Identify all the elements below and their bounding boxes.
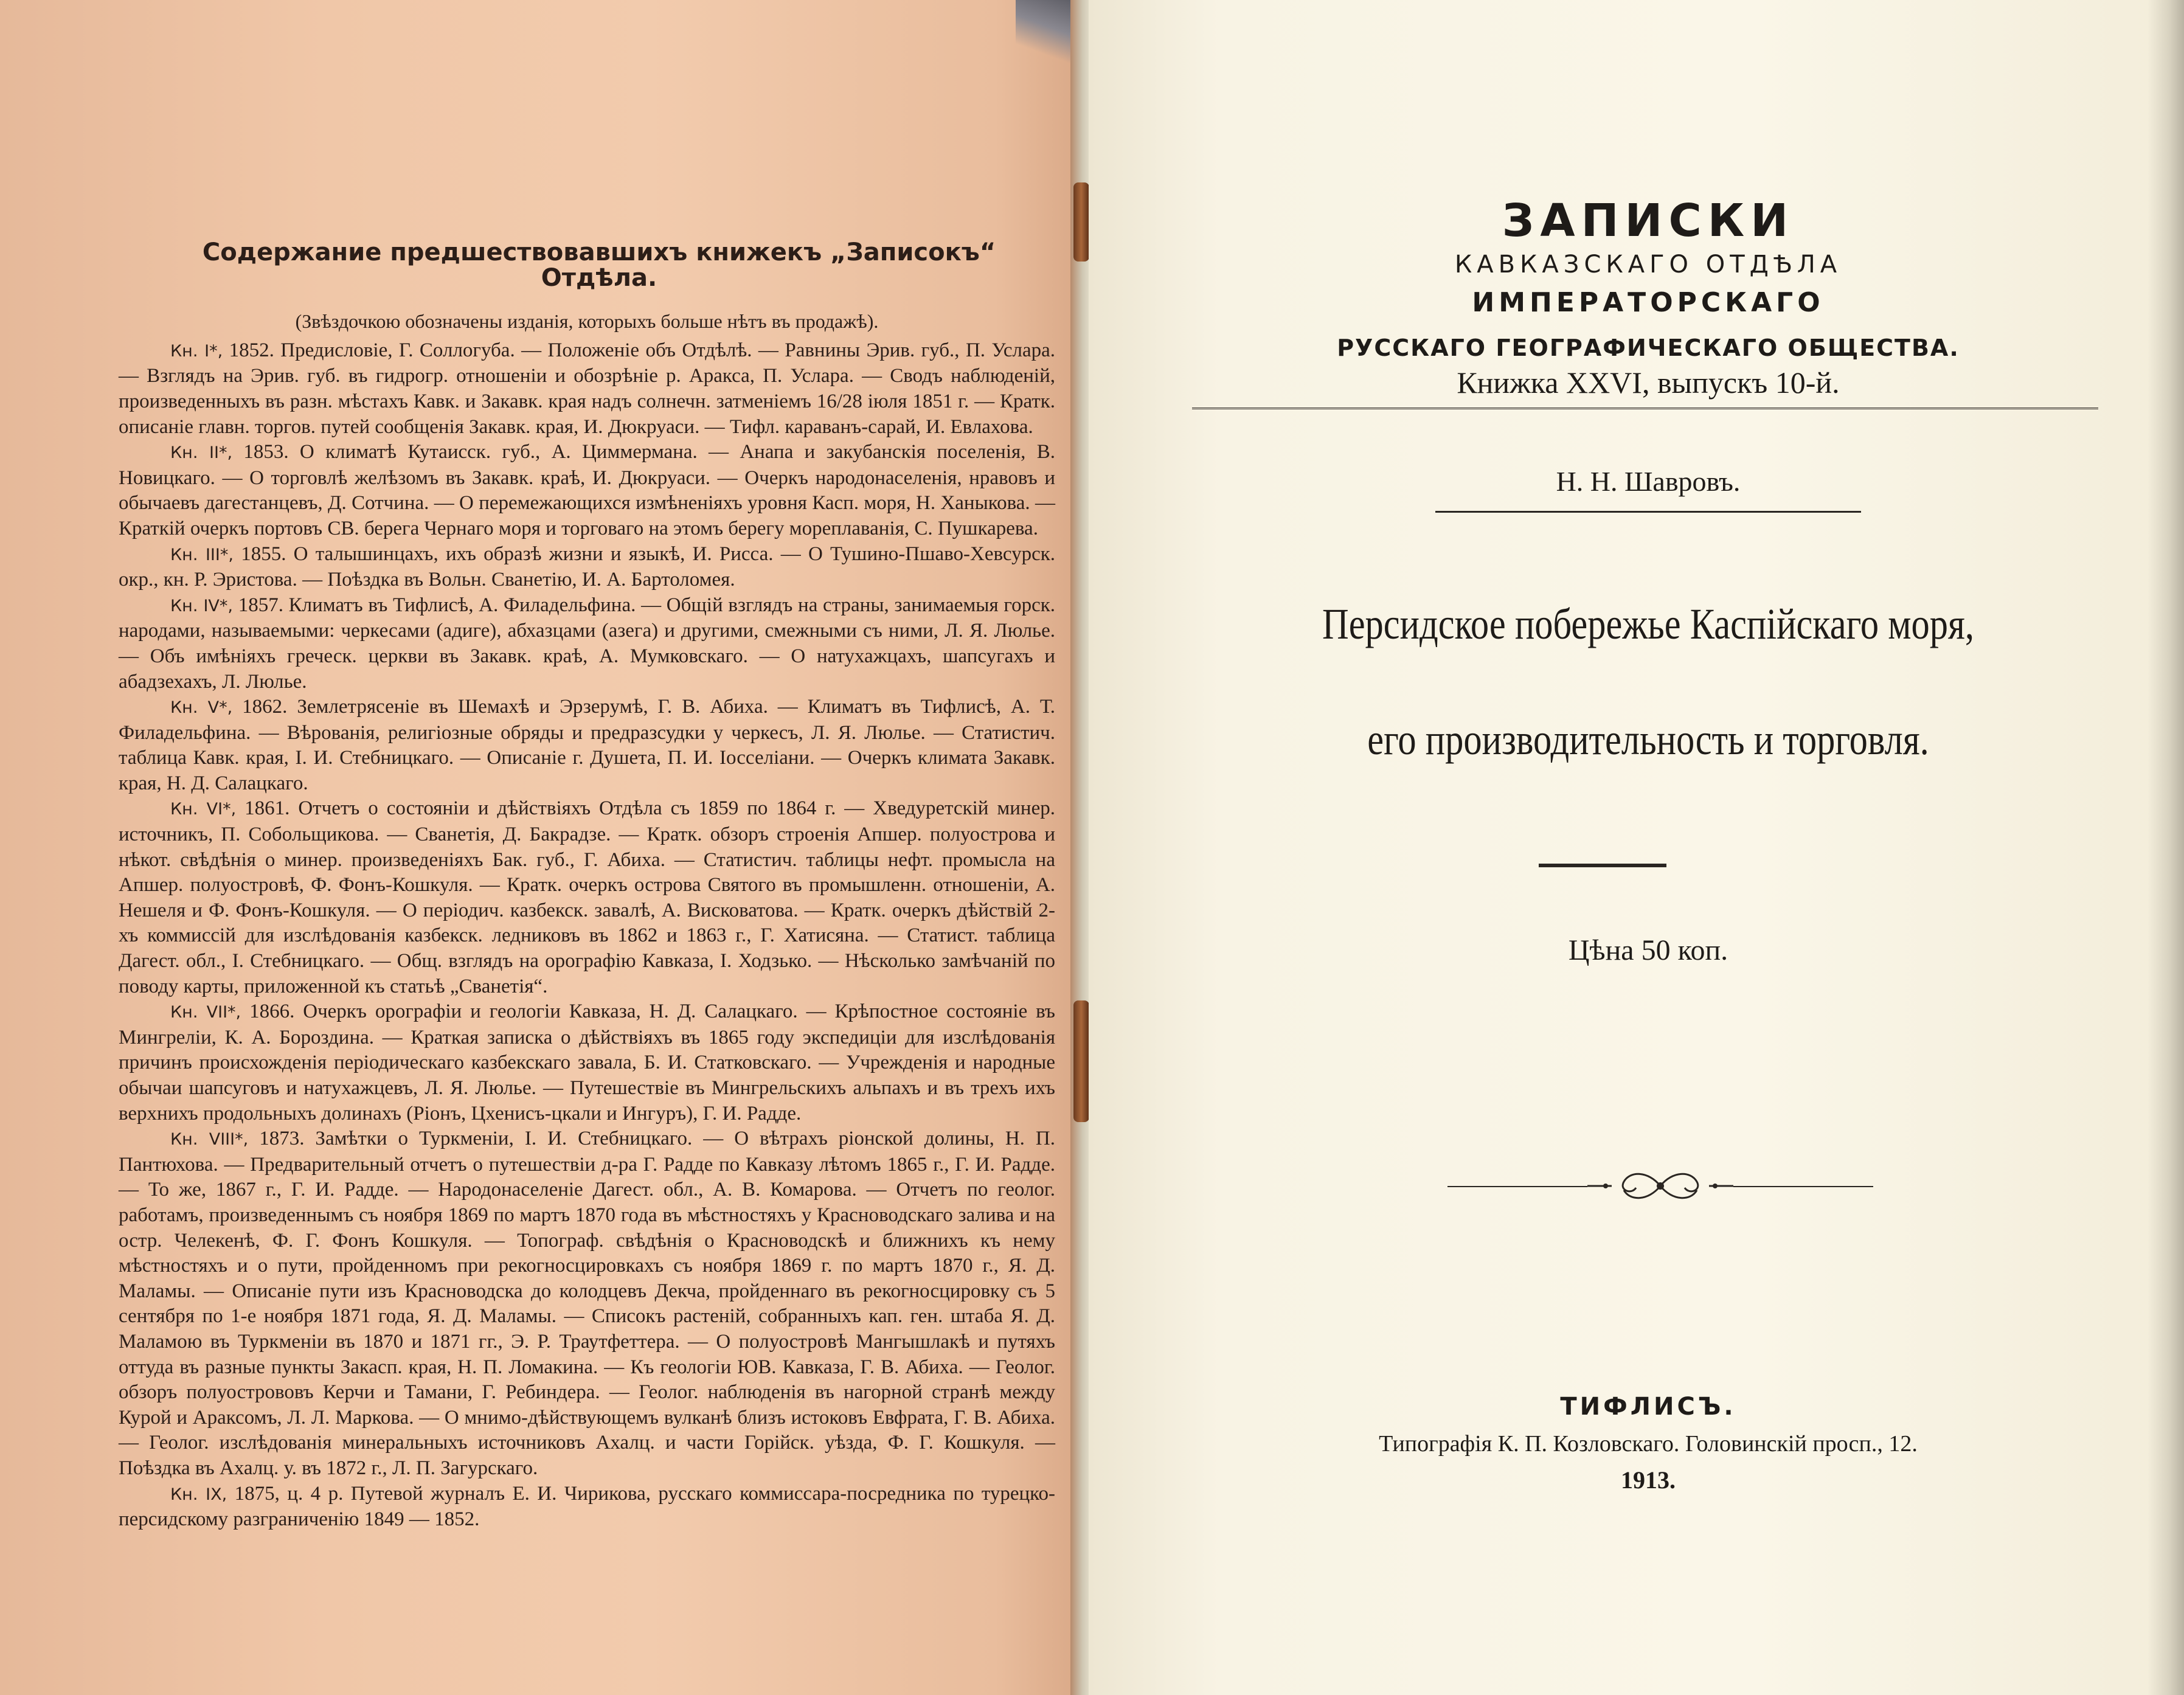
contents-entries [119, 338, 1055, 1533]
page-edge-shadow [2148, 0, 2184, 1695]
entry-text: 1857. Климатъ въ Тифлисѣ, А. Филадельфина. — Общій взглядъ на страны, занимаемыя горск. народами, называемыми: черкесами (адиге), абхазцами (азега) и другими, смежными съ ними, Л. Я. Люлье. — Объ имѣніяхъ греческ. церкви въ Закавк. краѣ, А. Мумковскаго. — О натухажцахъ, шапсугахъ и абадзехахъ, Л. Люлье. [119, 594, 1055, 693]
entry-volume: Кн. VIII*, [170, 1130, 249, 1149]
ornament-line-left [1447, 1186, 1587, 1187]
entry-volume: Кн. VII*, [170, 1003, 241, 1022]
short-rule [1539, 864, 1666, 867]
entry-text: 1861. Отчетъ о состояніи и дѣйствіяхъ Отдѣла съ 1859 по 1864 г. — Хведуретскій минер. источникъ, П. Собольщикова. — Сванетія, Д. Бакрадзе. — Кратк. обзоръ строенія Апшер. полуострова и нѣкот. свѣдѣнія о минер. произведеніяхъ Бак. губ., Г. Абиха. — Статистич. таблицы нефт. промысла на Апшер. полуостровѣ, Ф. Фонъ-Кошкуля. — Кратк. очеркъ острова Святого въ промышленн. отношеніи, А. Нешеля и Ф. Фонъ-Кошкуля. — О періодич. казбекск. завалѣ, А. Висковатова. — Кратк. очеркъ дѣйствій 2-хъ коммиссій для изслѣдованія казбекск. ледниковъ въ 1862 и 1863 г., Г. Хатисяна. — Статист. таблица Дагест. обл., I. Стебницкаго. — Общ. взглядъ на орографію Кавказа, I. Ходзько. — Нѣсколько замѣчаній по поводу карты, приложенной къ статьѣ „Сванетія“. [119, 797, 1055, 997]
title-rule [1192, 407, 2098, 412]
ornament-line-right [1733, 1186, 1873, 1187]
contents-entry [119, 1482, 1055, 1533]
entry-text: 1866. Очеркъ орографіи и геологіи Кавказа, Н. Д. Салацкаго. — Крѣпостное состояніе въ Мингреліи, К. А. Бороздина. — Краткая записка о дѣйствіяхъ въ 1865 году экспедиціи для изслѣдованія причинъ происхожденія періодическаго казбекскаго завала, Б. И. Статковскаго. — Учрежденія и народные обычаи шапсуговъ и натухажцевъ, Л. Я. Люлье. — Путешествіе въ Мингрельскихъ альпахъ и въ трехъ ихъ верхнихъ продольныхъ долинахъ (Ріонъ, Цхенисъ-цкали и Ингуръ), Г. И. Радде. [119, 1000, 1055, 1125]
contents-entry [119, 695, 1055, 796]
price: Цѣна 50 коп. [1568, 934, 1728, 966]
contents-entry [119, 999, 1055, 1126]
entry-text: 1875, ц. 4 р. Путевой журналъ Е. И. Чирикова, русскаго коммиссара-посредника по турецко-персидскому разграниченію 1849 — 1852. [119, 1482, 1056, 1531]
work-title-line2: его производительность и торговля. [1367, 715, 1929, 764]
ornament-flourish-icon [1587, 1165, 1733, 1207]
series-title: ЗАПИСКИ [1502, 195, 1795, 247]
entry-text: 1873. Замѣтки о Туркменіи, I. И. Стебницкаго. — О вѣтрахъ ріонской долины, Н. П. Пантюхова. — Предварительный отчетъ о путешествіи д-ра Г. Радде по Кавказу лѣтомъ 1865 г., Г. И. Радде. — То же, 1867 г., Г. И. Радде. — Народонаселеніе Дагест. обл., А. В. Комарова. — Отчетъ по геолог. работамъ, произведеннымъ съ ноября 1869 по мартъ 1870 года въ мѣстностяхъ у Красноводскаго залива и на остр. Челекенѣ, Ф. Г. Фонъ Кошкуля. — Топограф. свѣдѣнія о Красноводскѣ и ближнихъ къ нему мѣстностяхъ и о пути, пройденномъ при рекогносцировкахъ съ ноября 1869 г. по мартъ 1870 г., Я. Д. Маламы. — Описаніе пути изъ Красноводска до колодцевъ Декча, пройденнаго въ рекогносцировку съ 5 сентября по 1-е ноября 1871 года, Я. Д. Маламы. — Списокъ растеній, собранныхъ кап. ген. штаба Я. Д. Маламою въ Туркменіи въ 1870 и 1871 гг., Э. Р. Траутфеттера. — О полуостровѣ Мангышлакѣ и путяхъ оттуда въ разные пункты Закасп. края, Н. П. Ломакина. — Къ геологіи ЮВ. Кавказа, Г. В. Абиха. — Геолог. обзоръ полуострововъ Керчи и Тамани, Г. Ребиндера. — Геолог. наблюденія въ нагорной странѣ между Курой и Араксомъ, Л. Л. Маркова. — О мнимо-дѣйствующемъ вулканѣ близъ истоковъ Евфрата, Г. В. Абиха. — Геолог. изслѣдованія минеральныхъ источниковъ Ахалц. и части Горійск. уѣзда, Ф. Г. Кошкуля. — Поѣздка въ Ахалц. у. въ 1872 г., Л. П. Загурскаго. [119, 1128, 1056, 1479]
back-cover-contents-page [0, 0, 1083, 1695]
contents-list [119, 240, 1055, 1533]
contents-title: Содержание предшествовавшихъ книжекъ „Записокъ“ Отдѣла. [202, 238, 996, 292]
entry-volume: Кн. IX, [170, 1485, 227, 1504]
series-subtitle-imperial: ИМПЕРАТОРСКАГО [1472, 287, 1825, 318]
contents-note: (Звѣздочкою обозначены изданія, которыхъ больше нѣтъ въ продажѣ). [295, 310, 879, 333]
imprint-city: ТИФЛИСЪ. [1560, 1393, 1736, 1421]
imprint-printer: Типографія К. П. Козловскаго. Головинскій просп., 12. [1379, 1431, 1918, 1457]
contents-entry [119, 440, 1055, 541]
entry-volume: Кн. IV*, [170, 596, 233, 615]
contents-entry [119, 796, 1055, 999]
entry-volume: Кн. II*, [170, 443, 233, 463]
issue-number: Книжка XXVI, выпускъ 10-й. [1457, 366, 1840, 400]
contents-entry [119, 542, 1055, 593]
contents-entry [119, 593, 1055, 695]
imprint-year: 1913. [1621, 1466, 1676, 1494]
entry-volume: Кн. I*, [170, 341, 223, 361]
series-subtitle-department: КАВКАЗСКАГО ОТДѢЛА [1454, 251, 1842, 279]
series-subtitle-society: РУССКАГО ГЕОГРАФИЧЕСКАГО ОБЩЕСТВА. [1337, 334, 1960, 361]
entry-text: 1855. О талышинцахъ, ихъ образѣ жизни и языкѣ, И. Рисса. — О Тушино-Пшаво-Хевсурск. окр., кн. Р. Эристова. — Поѣздка въ Вольн. Сванетію, И. А. Бартоломея. [119, 542, 1055, 591]
contents-entry [119, 1126, 1055, 1481]
entry-volume: Кн. VI*, [170, 800, 237, 819]
title-page [1089, 0, 2184, 1695]
work-title-line1: Персидское побережье Каспійскаго моря, [1322, 600, 1974, 648]
entry-volume: Кн. V*, [170, 698, 233, 718]
staple-bottom [1073, 1000, 1089, 1122]
author-rule [1435, 511, 1861, 513]
author-name: Н. Н. Шавровъ. [1556, 466, 1741, 497]
entry-volume: Кн. III*, [170, 545, 234, 564]
contents-entry [119, 338, 1055, 440]
entry-text: 1862. Землетрясеніе въ Шемахѣ и Эрзерумѣ, Г. В. Абиха. — Климатъ въ Тифлисѣ, А. Т. Филадельфина. — Вѣрованія, религіозные обряды и предразсудки у черкесъ, Л. Я. Люлье. — Статистич. таблица Кавк. края, I. И. Стебницкаго. — Описаніе г. Душета, П. И. Іосселіани. — Очеркъ климата Закавк. края, Н. Д. Салацкаго. [119, 696, 1056, 794]
entry-text: 1852. Предисловіе, Г. Соллогуба. — Положеніе объ Отдѣлѣ. — Равнины Эрив. губ., П. Услара. — Взглядъ на Эрив. губ. въ гидрогр. отношеніи и обозрѣніе р. Аракса, П. Услара. — Сводъ наблюденій, произведенныхъ въ разн. мѣстахъ Кавк. и Закавк. края надъ солнечн. затменіемъ 16/28 іюля 1851 г. — Кратк. описаніе главн. торгов. путей сообщенія Закавк. края, И. Дюкруаси. — Тифл. караванъ-сарай, И. Евлахова. [119, 339, 1055, 438]
entry-text: 1853. О климатѣ Кутаисск. губ., А. Циммермана. — Анапа и закубанскія поселенія, В. Новицкаго. — О торговлѣ желѣзомъ въ Закавк. краѣ, И. Дюкруаси. — Очеркъ народонаселенія, нравовъ и обычаевъ дагестанцевъ, Д. Сотчина. — О перемежающихся измѣненіяхъ уровня Касп. моря, Н. Ханыкова. — Краткій очеркъ портовъ СВ. берега Чернаго моря и торговаго на этомъ берегу мореплаванія, С. Пушкарева. [119, 441, 1055, 539]
staple-top [1073, 182, 1089, 262]
